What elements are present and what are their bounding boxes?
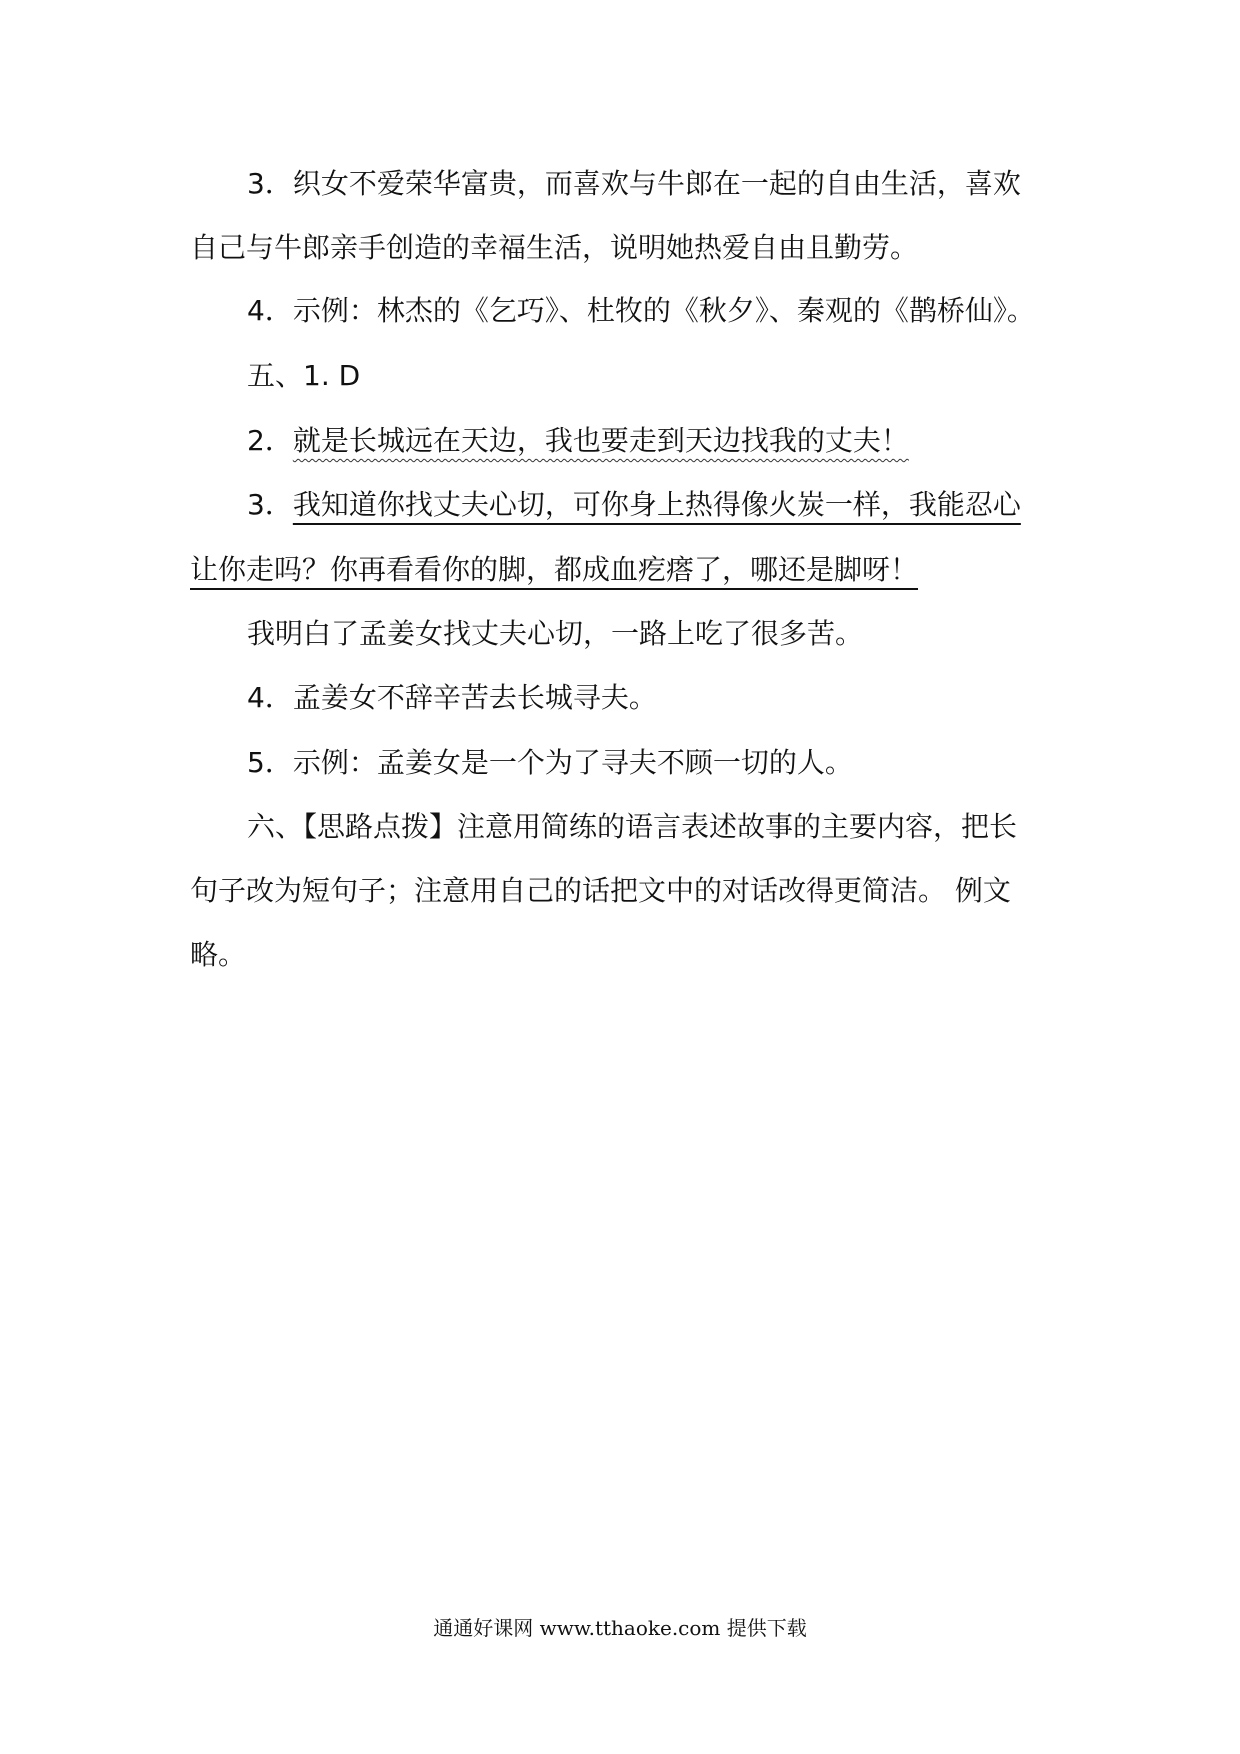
section-5-answer-5: 5．示例：孟姜女是一个为了寻夫不顾一切的人。 bbox=[247, 746, 853, 779]
answer-3-line-2: 自己与牛郎亲手创造的幸福生活，说明她热爱自由且勤劳。 bbox=[190, 231, 919, 264]
section-5-answer-3-line-1 bbox=[247, 485, 1021, 525]
page-footer: 通通好课网 www.tthaoke.com 提供下载 bbox=[433, 1616, 807, 1640]
section-5-answer-2 bbox=[247, 421, 909, 461]
underlined-sentence-part-2: 让你走吗？你再看看你的脚，都成血疙瘩了，哪还是脚呀！ bbox=[190, 553, 919, 586]
section-6-line-3: 略。 bbox=[190, 938, 247, 971]
answer-4: 4．示例：林杰的《乞巧》、杜牧的《秋夕》、秦观的《鹊桥仙》。 bbox=[247, 294, 1035, 327]
answer-number: 2． bbox=[247, 424, 293, 457]
wavy-underlined-sentence: 就是长城远在天边，我也要走到天边找我的丈夫！ bbox=[292, 424, 909, 457]
answer-3-line-1: 3．织女不爱荣华富贵，而喜欢与牛郎在一起的自由生活，喜欢 bbox=[247, 167, 1021, 200]
section-6-line-2: 句子改为短句子；注意用自己的话把文中的对话改得更简洁。 例文 bbox=[190, 874, 1011, 907]
section-5-answer-3-explanation: 我明白了孟姜女找丈夫心切，一路上吃了很多苦。 bbox=[247, 617, 864, 650]
section-5-answer-4: 4．孟姜女不辞辛苦去长城寻夫。 bbox=[247, 681, 657, 714]
section-5-answer-1: 五、1. D bbox=[247, 359, 361, 392]
underlined-sentence-part-1: 我知道你找丈夫心切，可你身上热得像火炭一样，我能忍心 bbox=[292, 488, 1021, 521]
answer-number: 3． bbox=[247, 488, 293, 521]
section-6-line-1: 六、【思路点拨】注意用简练的语言表述故事的主要内容，把长 bbox=[247, 810, 1018, 843]
section-5-answer-3-line-2 bbox=[190, 550, 918, 590]
